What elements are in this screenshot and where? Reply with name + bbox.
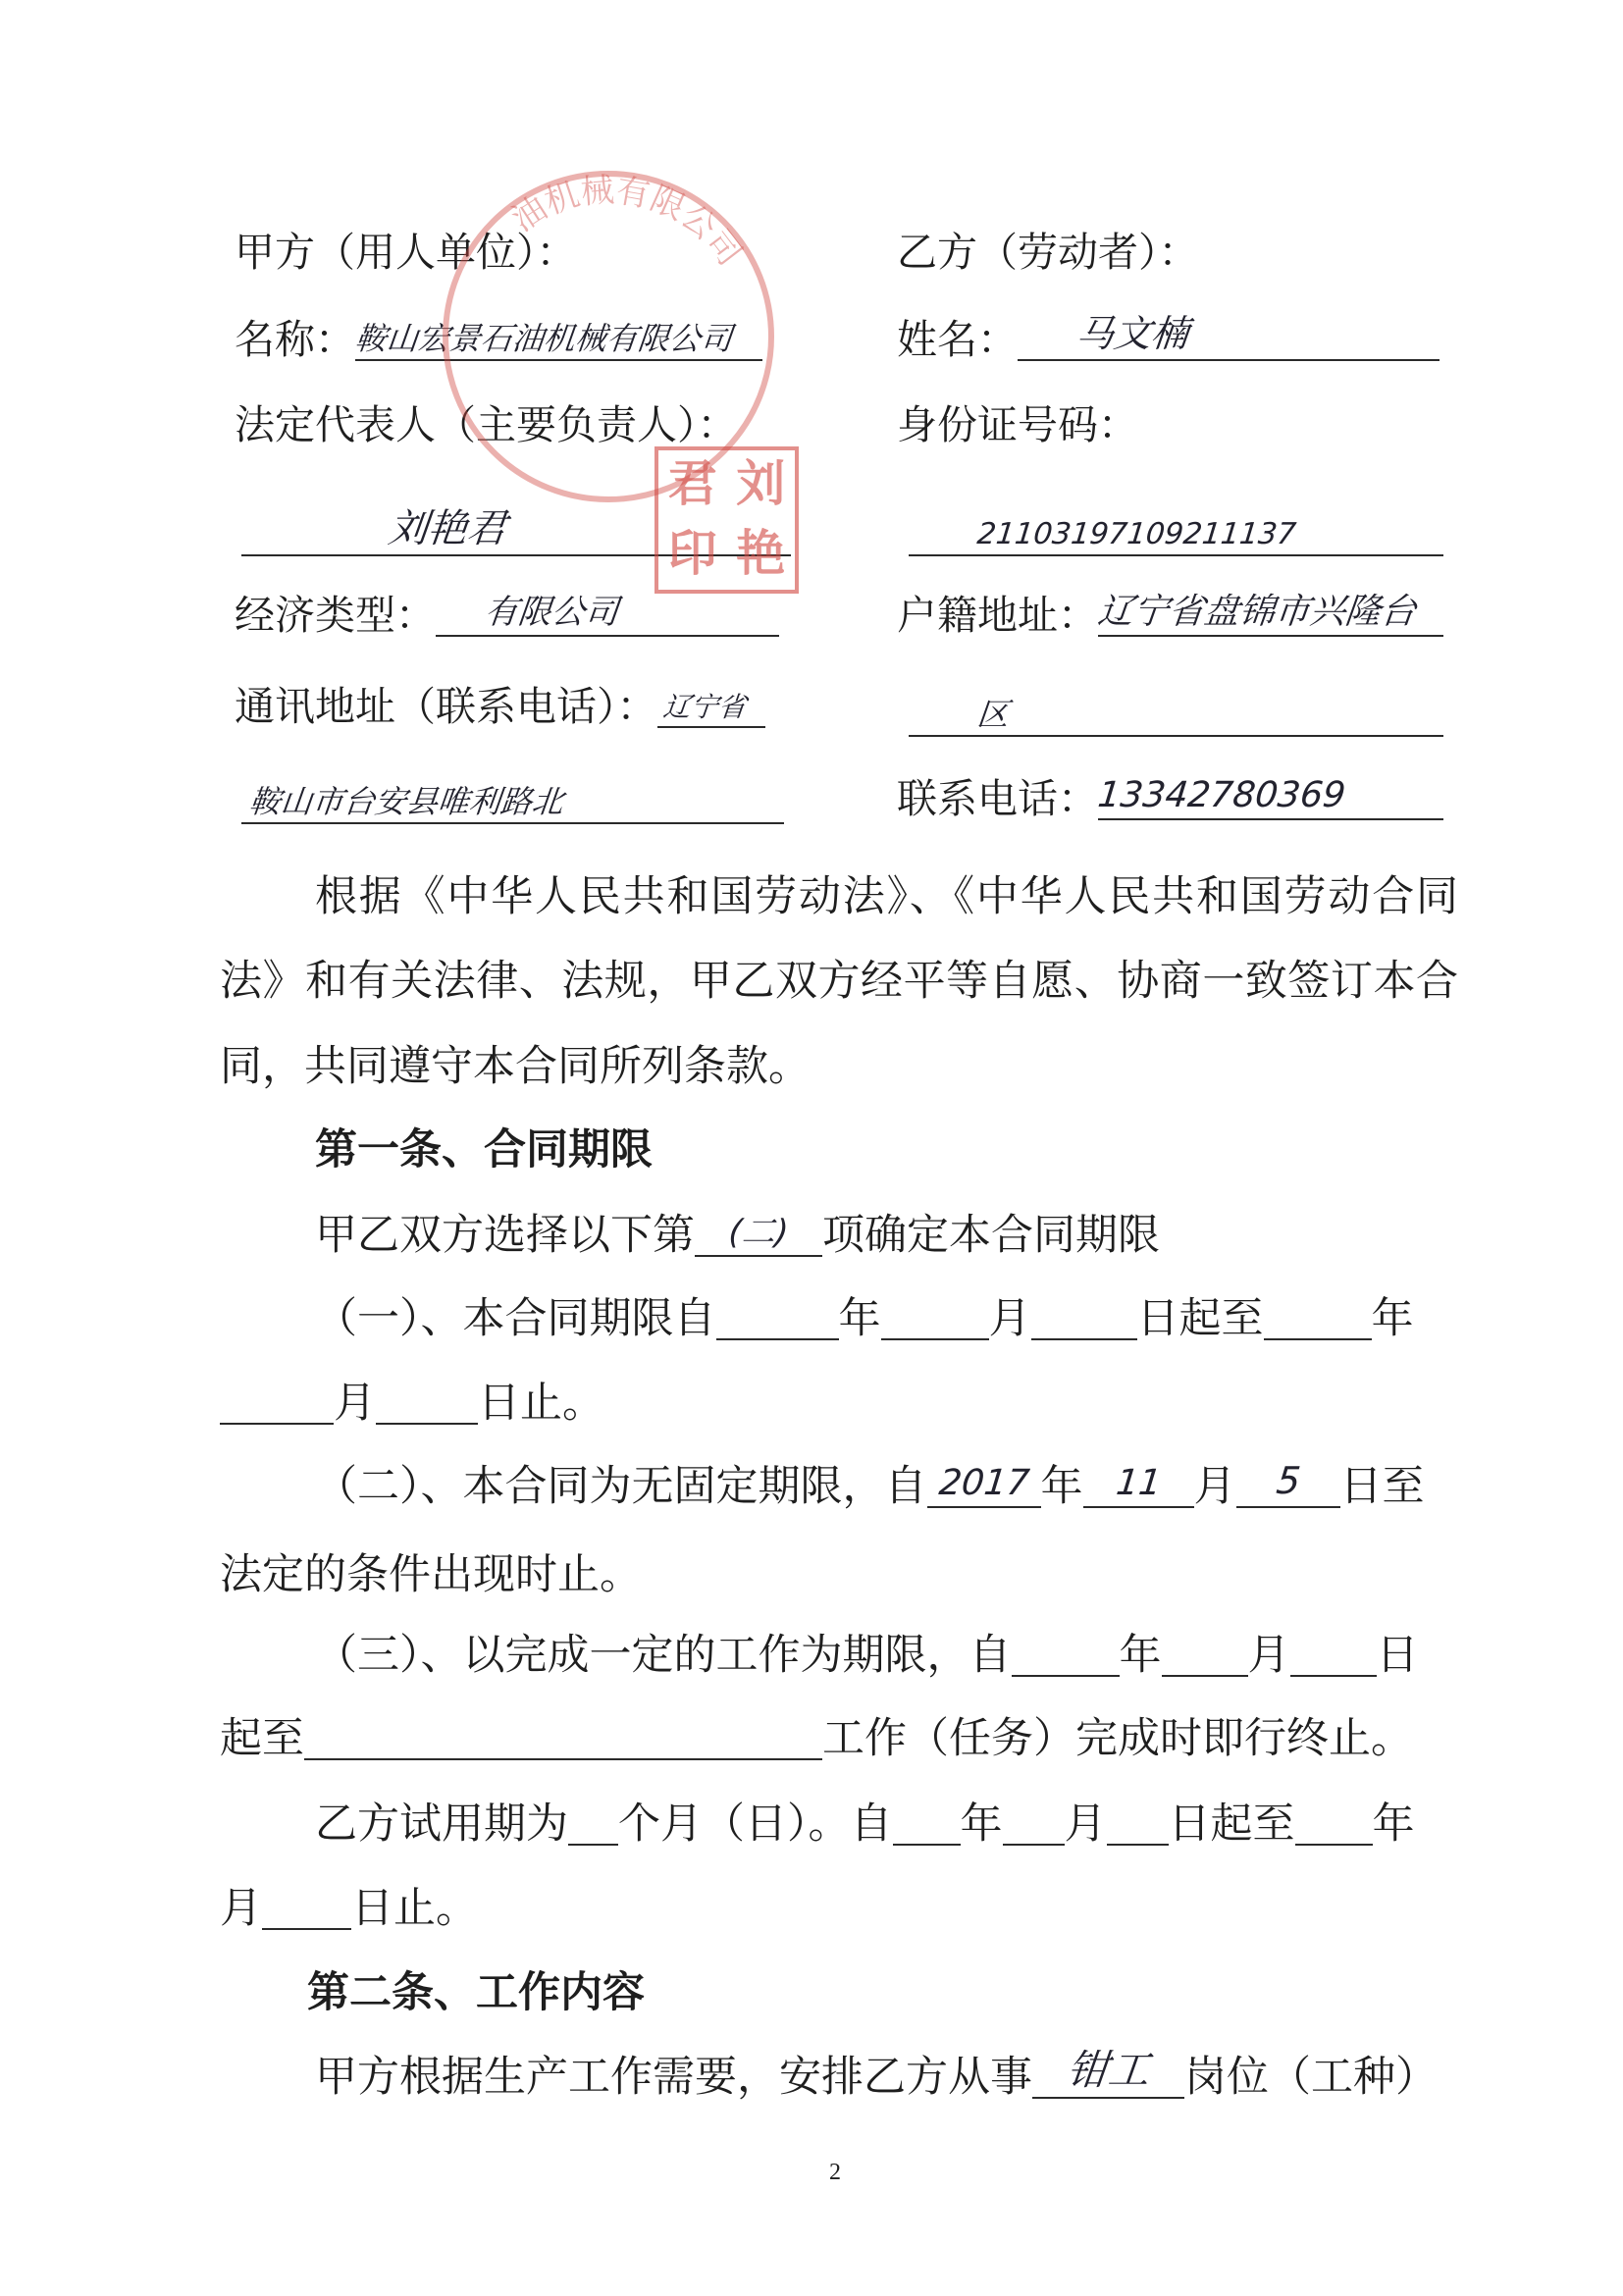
- personal-seal-char: 君: [667, 454, 717, 512]
- party-a-name-label: 名称：: [235, 316, 355, 363]
- start-year-field: [927, 1462, 1041, 1508]
- personal-seal: [654, 446, 799, 594]
- party-a-address-row: [235, 677, 765, 736]
- article-1-title: 第一条、合同期限: [315, 1125, 653, 1174]
- month-text: 月: [1064, 1800, 1107, 1849]
- party-a-address-row-2: [241, 773, 784, 832]
- start-year-handwritten: 2017: [936, 1462, 1031, 1503]
- start-month-field: [1083, 1462, 1194, 1508]
- page-number: 2: [829, 2160, 841, 2185]
- blank-line: [376, 1383, 478, 1425]
- blank-line: [881, 1299, 989, 1340]
- party-a-address-label: 通讯地址（联系电话）：: [235, 683, 657, 730]
- option-2-lead: （二）、本合同为无固定期限，自: [315, 1462, 927, 1511]
- party-a-heading: 甲方（用人单位）：: [235, 229, 577, 276]
- party-a-representative-label: 法定代表人（主要负责人）：: [235, 401, 738, 448]
- party-b-name-label: 姓名：: [897, 316, 1018, 363]
- party-b-phone-label: 联系电话：: [897, 775, 1098, 822]
- article-2-title: 第二条、工作内容: [307, 1968, 645, 2017]
- choice-pre-text: 甲乙双方选择以下第: [315, 1211, 695, 1260]
- party-b-household-label: 户籍地址：: [897, 592, 1098, 639]
- party-b-household-field-1: [1095, 591, 1443, 637]
- choice-handwritten: (二): [726, 1213, 791, 1253]
- blank-line: [1290, 1636, 1377, 1677]
- year-text: 年: [960, 1800, 1003, 1849]
- blank-line: [1003, 1804, 1065, 1846]
- end-text: 日止。: [478, 1379, 604, 1428]
- blank-line: [1264, 1299, 1372, 1340]
- party-b-household-handwritten-2: 区: [975, 695, 1012, 733]
- month-text: 月: [1193, 1462, 1236, 1511]
- party-b-id-field: [909, 515, 1443, 556]
- blank-line: [1295, 1804, 1373, 1846]
- month-text: 月: [220, 1884, 262, 1933]
- blank-line: [1162, 1636, 1248, 1677]
- party-a-economic-type-row: [235, 586, 779, 645]
- party-a-economic-type-label: 经济类型：: [235, 592, 436, 639]
- option-1-line-1: [315, 1289, 1414, 1348]
- company-seal-text-wrapper: [505, 171, 750, 273]
- month-text: 月: [334, 1379, 376, 1428]
- month-text: 月: [1247, 1631, 1290, 1680]
- day-until-text: 日起至: [1168, 1800, 1295, 1849]
- blank-line: [716, 1299, 839, 1340]
- probation-unit: 个月（日）。自: [618, 1800, 893, 1849]
- company-seal-text: 油机械有限公司: [504, 170, 750, 274]
- blank-line: [1031, 1299, 1137, 1340]
- day-until-text: 日起至: [1136, 1294, 1264, 1343]
- preamble-line: 同，共同遵守本合同所列条款。: [220, 1042, 811, 1091]
- probation-lead: 乙方试用期为: [315, 1800, 568, 1849]
- party-a-economic-type-handwritten: 有限公司: [482, 593, 621, 633]
- party-a-representative-handwritten: 刘艳君: [386, 506, 509, 551]
- party-a-address-handwritten-1: 辽宁省: [660, 691, 748, 724]
- option-3-line-2: [220, 1709, 1413, 1768]
- year-text: 年: [1119, 1631, 1162, 1680]
- party-b-phone-handwritten: 13342780369: [1095, 774, 1348, 815]
- party-b-name-handwritten: 马文楠: [1073, 312, 1191, 356]
- end-text: 日止。: [351, 1884, 478, 1933]
- preamble-line: 根据《中华人民共和国劳动法》、《中华人民共和国劳动合同: [315, 872, 1458, 921]
- party-b-phone-row: [897, 769, 1443, 828]
- year-text: 年: [1371, 1294, 1414, 1343]
- party-b-household-field-2: [909, 696, 1443, 737]
- party-b-id-label: 身份证号码：: [897, 401, 1138, 448]
- start-month-handwritten: 11: [1113, 1462, 1164, 1503]
- blank-line: [220, 1383, 334, 1425]
- blank-line: [262, 1889, 351, 1930]
- year-text: 年: [1372, 1800, 1415, 1849]
- party-a-address-field-1: [657, 687, 765, 728]
- probation-line-2: [220, 1879, 478, 1938]
- from-text: 起至: [220, 1714, 304, 1763]
- month-text: 月: [988, 1294, 1031, 1343]
- party-a-name-handwritten: 鞍山宏景石油机械有限公司: [353, 319, 735, 357]
- end-text: 工作（任务）完成时即行终止。: [822, 1714, 1413, 1763]
- party-b-heading: 乙方（劳动者）：: [897, 229, 1199, 276]
- party-a-economic-type-field: [436, 593, 779, 637]
- year-text: 年: [838, 1294, 881, 1343]
- party-b-household-row-2: [909, 686, 1443, 745]
- party-b-name-field: [1018, 312, 1440, 361]
- choice-post-text: 项确定本合同期限: [822, 1211, 1160, 1260]
- personal-seal-char: 艳: [736, 524, 786, 582]
- position-field: [1032, 2045, 1184, 2099]
- article-2-tail: 岗位（工种）: [1184, 2053, 1438, 2102]
- option-2-line-2: 法定的条件出现时止。: [220, 1550, 642, 1599]
- start-day-handwritten: 5: [1274, 1459, 1302, 1503]
- day-until-text: 日至: [1339, 1462, 1425, 1511]
- probation-line-1: [315, 1795, 1415, 1853]
- party-b-id-handwritten: 21103197109211137: [975, 517, 1298, 551]
- party-b-phone-field: [1095, 774, 1443, 820]
- blank-line: [568, 1804, 618, 1846]
- party-a-address-handwritten-2: 鞍山市台安县唯利路北: [247, 782, 566, 820]
- party-b-household-handwritten-1: 辽宁省盘锦市兴隆台: [1095, 591, 1419, 632]
- option-3-lead: （三）、以完成一定的工作为期限，自: [315, 1631, 1012, 1680]
- option-1-lead: （一）、本合同期限自: [315, 1294, 716, 1343]
- preamble-line: 法》和有关法律、法规，甲乙双方经平等自愿、协商一致签订本合: [220, 957, 1458, 1006]
- option-2-line-1: [315, 1457, 1425, 1516]
- blank-line: [1107, 1804, 1169, 1846]
- party-b-household-row: [897, 586, 1443, 645]
- option-1-line-2: [220, 1374, 604, 1433]
- party-b-name-row: [897, 310, 1440, 369]
- personal-seal-char: 印: [667, 524, 717, 582]
- blank-line: [304, 1719, 822, 1760]
- party-a-address-field-2: [241, 783, 784, 824]
- choice-field: [695, 1213, 822, 1257]
- option-3-line-1: [315, 1626, 1419, 1685]
- article-2-line: [315, 2045, 1438, 2107]
- position-handwritten: 钳工: [1064, 2045, 1153, 2094]
- article-1-choice-line: [315, 1206, 1160, 1265]
- start-day-field: [1236, 1459, 1340, 1508]
- personal-seal-char: 刘: [736, 454, 786, 512]
- blank-line: [893, 1804, 961, 1846]
- day-text: 日: [1376, 1631, 1419, 1680]
- article-2-lead: 甲方根据生产工作需要，安排乙方从事: [315, 2053, 1032, 2102]
- party-b-id-row: [909, 505, 1443, 564]
- year-text: 年: [1040, 1462, 1083, 1511]
- blank-line: [1012, 1636, 1120, 1677]
